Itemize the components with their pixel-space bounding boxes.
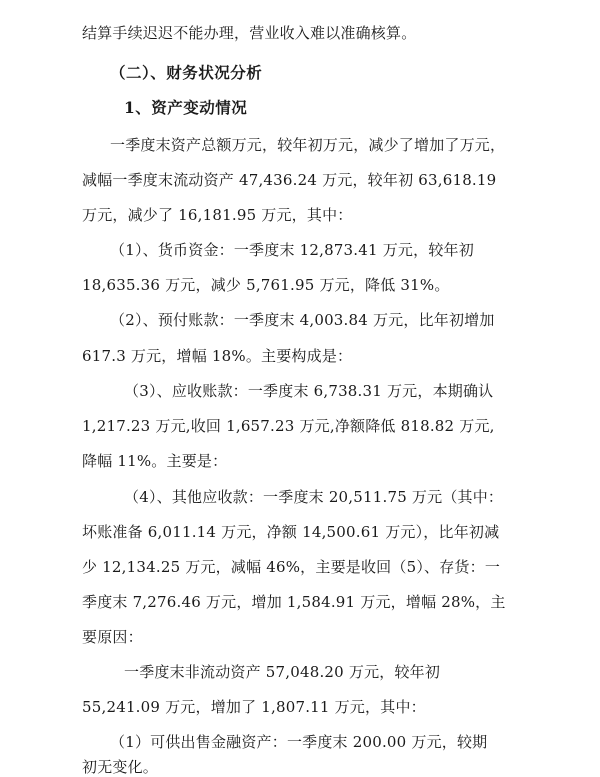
text-line: （4）、其他应收款：一季度末 20,511.75 万元（其中： xyxy=(124,488,504,506)
text-line: 万元，减少了 16,181.95 万元，其中： xyxy=(82,206,353,224)
text-line: 要原因： xyxy=(82,628,143,646)
subsection-heading: 1、资产变动情况 xyxy=(124,98,248,117)
text-line: 坏账准备 6,011.14 万元，净额 14,500.61 万元），比年初减 xyxy=(82,523,500,541)
text-line: 季度末 7,276.46 万元，增加 1,584.91 万元，增幅 28%，主 xyxy=(82,593,506,611)
text-line: 18,635.36 万元，减少 5,761.95 万元，降低 31%。 xyxy=(82,276,450,294)
text-line: 一季度末资产总额万元，较年初万元，减少了增加了万元， xyxy=(110,136,506,154)
text-line: （2）、预付账款：一季度末 4,003.84 万元，比年初增加 xyxy=(110,311,495,329)
text-line: 一季度末非流动资产 57,048.20 万元，较年初 xyxy=(124,663,441,681)
text-line: （1）、货币资金：一季度末 12,873.41 万元，较年初 xyxy=(110,241,474,259)
text-line: 55,241.09 万元，增加了 1,807.11 万元，其中： xyxy=(82,698,426,716)
text-line: 1,217.23 万元,收回 1,657.23 万元,净额降低 818.82 万元, xyxy=(82,417,495,435)
text-line: （1）可供出售金融资产：一季度末 200.00 万元，较期 xyxy=(110,733,488,751)
text-line: 降幅 11%。主要是： xyxy=(82,452,228,470)
text-line: 结算手续迟迟不能办理，营业收入难以准确核算。 xyxy=(82,24,417,42)
text-line: 减幅一季度末流动资产 47,436.24 万元，较年初 63,618.19 xyxy=(82,171,497,189)
text-line: 少 12,134.25 万元，减幅 46%，主要是收回（5）、存货：一 xyxy=(82,558,501,576)
text-line: 617.3 万元，增幅 18%。主要构成是： xyxy=(82,347,353,365)
text-line: 初无变化。 xyxy=(82,758,159,776)
text-line: （3）、应收账款：一季度末 6,738.31 万元，本期确认 xyxy=(124,382,494,400)
section-heading: （二）、财务状况分析 xyxy=(110,63,263,82)
